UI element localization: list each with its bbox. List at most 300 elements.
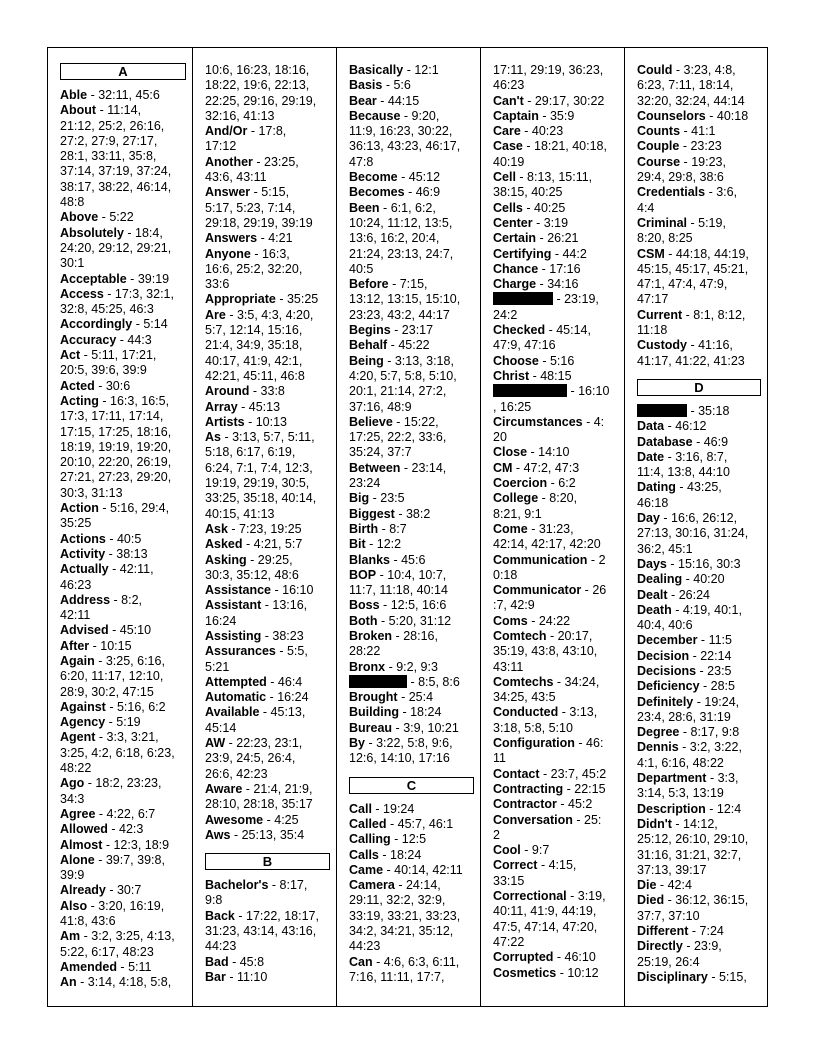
index-column-5 <box>625 48 767 1006</box>
page-line-refs: 5:6 <box>393 78 411 93</box>
index-entry: - 23:19, 24:2 <box>493 292 599 322</box>
page-line-refs: 15:22, 17:25, 22:2, 33:6, 35:24, 37:7 <box>349 414 447 460</box>
index-entry: Decisions - 23:5 <box>637 663 732 678</box>
index-term: Degree <box>637 725 680 740</box>
index-entry: Being - 3:13, 3:18, 4:20, 5:7, 5:8, 5:10, 20:1, 21:14, 27:2, 37:16, 48:9 <box>349 353 457 414</box>
index-entry: An - 3:14, 4:18, 5:8, <box>60 975 172 990</box>
index-term: Both <box>349 613 378 628</box>
index-term: Amended <box>60 959 117 974</box>
index-term: Accordingly <box>60 317 133 332</box>
index-term: Died <box>637 893 665 908</box>
index-entry: Communication - 2 0:18 <box>493 552 606 582</box>
index-term: Conversation <box>493 812 573 827</box>
index-term: Dealing <box>637 572 683 587</box>
index-entry: Correctional - 3:19, 40:11, 41:9, 44:19, 47:5, 47:14, 47:20, 47:22 <box>493 889 606 949</box>
page-line-refs: 44:2 <box>562 246 587 261</box>
index-term: Disciplinary <box>637 969 708 984</box>
index-term: Cool <box>493 843 521 858</box>
page-line-refs: 17:8, 17:12 <box>205 124 287 154</box>
index-term: Data <box>637 419 665 434</box>
index-entry: Become - 45:12 <box>349 170 441 185</box>
index-entry: Cell - 8:13, 15:11, 38:15, 40:25 <box>493 170 593 200</box>
page-line-refs: 12:3, 18:9 <box>113 837 170 852</box>
index-term: Aws <box>205 827 231 842</box>
page-line-refs: 5:14 <box>143 317 168 332</box>
page-line-refs: 21:4, 21:9, 28:10, 28:18, 35:17 <box>205 781 313 812</box>
page-line-refs: 48:15 <box>540 368 572 383</box>
page-line-refs: 45:7, 46:1 <box>397 816 454 831</box>
index-entry: Acting - 16:3, 16:5, 17:3, 17:11, 17:14, 17:15, 17:25, 18:16, 18:19, 19:19, 19:20, 20:10, 22:20, 26:19, 27:21, 27:23, 29:20, 30:3, 31:13 <box>60 393 172 500</box>
index-term: Day <box>637 511 660 526</box>
page-line-refs: 16:3, 16:6, 25:2, 32:20, 33:6 <box>205 246 303 292</box>
page-line-refs: 40:25 <box>534 200 566 215</box>
index-term: Communicator <box>493 583 582 598</box>
page-line-refs: 30:6 <box>105 378 131 393</box>
index-entry: Bear - 44:15 <box>349 93 420 108</box>
page-line-refs: 41:1 <box>691 124 716 139</box>
index-entry: Array - 45:13 <box>205 399 281 414</box>
page-line-refs: 2 0:18 <box>493 552 606 582</box>
index-entry: Accordingly - 5:14 <box>60 317 168 332</box>
page-line-refs: 44:15 <box>387 93 420 108</box>
index-entry: Access - 17:3, 32:1, 32:8, 45:25, 46:3 <box>60 286 174 317</box>
page-line-refs: 30:7 <box>116 883 142 898</box>
index-term: Custody <box>637 338 687 353</box>
index-term: Circumstances <box>493 414 583 429</box>
index-entry: Answers - 4:21 <box>205 231 293 246</box>
index-term: Contracting <box>493 781 564 796</box>
page-line-refs: 11:10 <box>236 969 268 984</box>
index-term: Counselors <box>637 108 706 123</box>
index-term: Could <box>637 63 673 77</box>
index-entry: Bureau - 3:9, 10:21 <box>349 720 459 735</box>
index-term: Didn't <box>637 816 672 831</box>
index-term: Configuration <box>493 736 575 751</box>
page-line-refs: 5:15, <box>718 969 747 984</box>
index-entry: Conversation - 25: 2 <box>493 812 602 842</box>
page-line-refs: 46:9 <box>703 434 729 449</box>
index-entry: Attempted - 46:4 <box>205 674 303 689</box>
index-entry: Actions - 40:5 <box>60 531 142 546</box>
page-line-refs: 45:13 <box>248 399 281 414</box>
index-entry: Didn't - 14:12, 25:12, 26:10, 29:10, 31:16, 31:21, 32:7, 37:13, 39:17 <box>637 816 749 877</box>
index-entry: Assistance - 16:10 <box>205 583 314 598</box>
index-entry: Current - 8:1, 8:12, 11:18 <box>637 307 746 338</box>
index-entry: Acted - 30:6 <box>60 378 131 393</box>
index-term: Array <box>205 399 238 414</box>
index-entry: Becomes - 46:9 <box>349 185 441 200</box>
index-entry: Awesome - 4:25 <box>205 812 299 827</box>
index-entry: Amended - 5:11 <box>60 959 152 974</box>
index-term: Can <box>349 954 373 969</box>
page-line-refs: 3:2, 3:22, 4:1, 6:16, 48:22 <box>637 740 742 770</box>
page-line-refs: 24:22 <box>538 613 571 628</box>
index-entry: Artists - 10:13 <box>205 414 287 429</box>
index-term: Credentials <box>637 185 706 200</box>
index-term: Call <box>349 801 372 816</box>
index-entry: Absolutely - 18:4, 24:20, 29:12, 29:21, 30:1 <box>60 225 172 271</box>
page-line-refs: 5:11 <box>128 959 152 974</box>
page-line-refs: 46:9 <box>415 185 441 200</box>
page-line-refs: 23:14, 23:24 <box>349 460 447 491</box>
index-entry: Agent - 3:3, 3:21, 3:25, 4:2, 6:18, 6:23, 48:22 <box>60 730 175 776</box>
index-term: Also <box>60 898 88 913</box>
index-term: Another <box>205 154 253 169</box>
index-entry: Communicator - 26 :7, 42:9 <box>493 583 607 613</box>
index-term: Bad <box>205 954 229 969</box>
page-line-refs: 4:22, 6:7 <box>106 806 156 821</box>
index-entry: Contractor - 45:2 <box>493 797 593 812</box>
page-line-refs: 43:25, 46:18 <box>637 480 722 510</box>
index-column-4 <box>481 48 625 1006</box>
index-term: Answer <box>205 185 251 200</box>
page-line-refs: 35:9 <box>549 108 575 123</box>
index-entry: Calling - 12:5 <box>349 832 427 847</box>
index-entry: Believe - 15:22, 17:25, 22:2, 33:6, 35:24, 37:7 <box>349 414 447 460</box>
index-term: Activity <box>60 546 106 561</box>
page-line-refs: 9:7 <box>531 843 550 858</box>
page-line-refs: 12:5, 16:6 <box>390 598 447 613</box>
page-line-refs: 23:5 <box>707 663 732 678</box>
page-line-refs: 4:15, 33:15 <box>493 858 577 888</box>
index-entry: Cool - 9:7 <box>493 843 550 858</box>
page-line-refs: 29:17, 30:22 <box>534 93 605 108</box>
index-term: Correct <box>493 858 538 873</box>
index-entry: Anyone - 16:3, 16:6, 25:2, 32:20, 33:6 <box>205 246 303 292</box>
page-line-refs: 4:21, 5:7 <box>253 537 303 552</box>
index-entry: Captain - 35:9 <box>493 108 575 123</box>
index-entry: Bad - 45:8 <box>205 954 265 969</box>
index-term: CM <box>493 460 513 475</box>
index-term: Attempted <box>205 674 267 689</box>
index-term: Decision <box>637 648 690 663</box>
index-term: Above <box>60 210 99 225</box>
page-line-refs: 45:10 <box>119 623 152 638</box>
index-term: Before <box>349 277 389 292</box>
index-entry: Bachelor's - 8:17, 9:8 <box>205 878 308 908</box>
index-term: Becomes <box>349 185 405 200</box>
index-term: Close <box>493 445 528 460</box>
index-entry: Definitely - 19:24, 23:4, 28:6, 31:19 <box>637 694 740 724</box>
index-term: Came <box>349 862 384 877</box>
index-entry: About - 11:14, 21:12, 25:2, 26:16, 27:2, 27:9, 27:17, 28:1, 33:11, 35:8, 37:14, 37:19, 37:24, 38:17, 38:22, 46:14, 48:8 <box>60 103 172 210</box>
index-entry: Can't - 29:17, 30:22 <box>493 93 605 108</box>
page-line-refs: 7:23, 19:25 <box>239 521 302 536</box>
index-entry: Accuracy - 44:3 <box>60 332 152 347</box>
index-entry: Assisting - 38:23 <box>205 628 304 643</box>
index-entry: Cosmetics - 10:12 <box>493 965 599 980</box>
index-entry: - 16:10 , 16:25 <box>493 384 610 414</box>
index-entry: Center - 3:19 <box>493 215 569 230</box>
page-line-refs: 3:6, 4:4 <box>637 185 738 215</box>
index-entry: December - 11:5 <box>637 633 732 648</box>
index-entry: Are - 3:5, 4:3, 4:20, 5:7, 12:14, 15:16, 21:4, 34:9, 35:18, 40:17, 41:9, 42:1, 42:21, 45:11, 46:8 <box>205 307 314 383</box>
page-line-refs: 26:24 <box>678 587 710 602</box>
page-line-refs: 3:19 <box>543 215 569 230</box>
index-entry: Christ - 48:15 <box>493 368 572 383</box>
index-entry: Again - 3:25, 6:16, 6:20, 11:17, 12:10, 28:9, 30:2, 47:15 <box>60 653 165 699</box>
index-term: Can't <box>493 93 524 108</box>
index-entry: Case - 18:21, 40:18, 40:19 <box>493 139 607 169</box>
index-entry: Couple - 23:23 <box>637 139 722 154</box>
index-entry: Building - 18:24 <box>349 705 442 720</box>
page-line-refs: 38:2 <box>405 506 431 521</box>
index-term: Directly <box>637 939 683 954</box>
index-term: Bronx <box>349 659 386 674</box>
index-entry: Charge - 34:16 <box>493 277 579 292</box>
page-line-refs: 28:5 <box>710 679 735 694</box>
index-term: About <box>60 103 97 118</box>
page-line-refs: 17:22, 18:17, 31:23, 43:14, 43:16, 44:23 <box>205 908 319 954</box>
index-term: Back <box>205 908 235 923</box>
index-term: Acting <box>60 393 99 408</box>
page-line-refs: 45:22 <box>398 338 430 353</box>
index-entry: Answer - 5:15, 5:17, 5:23, 7:14, 29:18, 29:19, 39:19 <box>205 185 313 230</box>
index-term: Correctional <box>493 889 567 904</box>
page-line-refs: 12:2 <box>376 537 402 552</box>
page-line-refs: 8:5, 8:6 <box>418 674 460 689</box>
index-entry: Above - 5:22 <box>60 210 134 225</box>
page-line-refs: 5:11, 17:21, 20:5, 39:6, 39:9 <box>60 348 157 378</box>
index-column-2 <box>193 48 337 1006</box>
index-entry: Before - 7:15, 13:12, 13:15, 15:10, 23:23, 43:2, 44:17 <box>349 277 461 322</box>
index-term: Agency <box>60 715 106 730</box>
index-term: Different <box>637 924 689 939</box>
index-term: Camera <box>349 878 395 893</box>
index-term: Dealt <box>637 587 668 602</box>
page-line-refs: 23:17 <box>401 323 434 338</box>
page-line-refs: 4:21 <box>268 231 293 246</box>
page-line-refs: 8:20, 8:21, 9:1 <box>493 491 578 521</box>
index-entry: Called - 45:7, 46:1 <box>349 816 454 831</box>
page-line-refs: 11:5 <box>708 633 732 648</box>
index-term: Care <box>493 124 521 139</box>
page-line-refs: 44:18, 44:19, 45:15, 45:17, 45:21, 47:1, 47:4, 47:9, 47:17 <box>637 246 749 307</box>
index-entry: Begins - 23:17 <box>349 323 434 338</box>
page-line-refs: 10:12 <box>567 965 599 980</box>
page-line-refs: 5:19, 8:20, 8:25 <box>637 215 726 246</box>
index-term: December <box>637 633 698 648</box>
page-line-refs: 10:15 <box>100 638 132 653</box>
index-entry: After - 10:15 <box>60 638 132 653</box>
index-term: Communication <box>493 552 588 567</box>
index-entry: Close - 14:10 <box>493 445 570 460</box>
index-term: Address <box>60 592 111 607</box>
index-term: After <box>60 638 90 653</box>
index-entry: Counts - 41:1 <box>637 124 716 139</box>
index-entry: Am - 3:2, 3:25, 4:13, 5:22, 6:17, 48:23 <box>60 929 175 959</box>
index-term: Awesome <box>205 812 264 827</box>
index-term: Captain <box>493 108 539 123</box>
index-entry: Basis - 5:6 <box>349 78 411 93</box>
index-entry: Directly - 23:9, 25:19, 26:4 <box>637 939 722 969</box>
page-line-refs: 16:3, 16:5, 17:3, 17:11, 17:14, 17:15, 17:25, 18:16, 18:19, 19:19, 19:20, 20:10, 22:20, 26:19, 27:21, 27:23, 29:20, 30:3, 31:13 <box>60 393 172 500</box>
index-term: Appropriate <box>205 292 276 307</box>
index-entry: Care - 40:23 <box>493 124 564 139</box>
index-entry: Died - 36:12, 36:15, 37:7, 37:10 <box>637 893 749 923</box>
index-entry: Date - 3:16, 8:7, 11:4, 13:8, 44:10 <box>637 449 730 480</box>
index-term: Actions <box>60 531 106 546</box>
index-term: Building <box>349 705 399 720</box>
page-line-refs: 36:12, 36:15, 37:7, 37:10 <box>637 893 749 923</box>
index-term: Actually <box>60 562 109 577</box>
index-term: Bear <box>349 93 377 108</box>
page-line-refs: 10:13 <box>255 414 287 429</box>
page-line-refs: 24:14, 29:11, 32:2, 32:9, 33:19, 33:21, 33:23, 34:2, 34:21, 35:12, 44:23 <box>349 878 461 954</box>
index-term: Anyone <box>205 246 251 261</box>
page-line-refs: 17:3, 32:1, 32:8, 45:25, 46:3 <box>60 286 174 317</box>
index-column-3 <box>337 48 481 1006</box>
page-line-refs: 5:15, 5:17, 5:23, 7:14, 29:18, 29:19, 39:19 <box>205 185 313 230</box>
index-entry: Behalf - 45:22 <box>349 338 430 353</box>
index-entry: Been - 6:1, 6:2, 10:24, 11:12, 13:5, 13:6, 16:2, 20:4, 21:24, 23:13, 24:7, 40:5 <box>349 200 454 276</box>
index-term: Biggest <box>349 506 395 521</box>
index-term: Answers <box>205 231 258 246</box>
page-line-refs: 3:25, 6:16, 6:20, 11:17, 12:10, 28:9, 30:2, 47:15 <box>60 653 165 699</box>
index-term: As <box>205 430 221 445</box>
index-entry: Ago - 18:2, 23:23, 34:3 <box>60 776 162 806</box>
page-line-refs: 23:7, 45:2 <box>550 766 607 781</box>
page-line-refs: 45:2 <box>568 797 593 812</box>
index-entry: Different - 7:24 <box>637 924 724 939</box>
index-term: Contact <box>493 766 540 781</box>
index-entry: Against - 5:16, 6:2 <box>60 699 166 714</box>
page-line-refs: 3:13, 3:18, 4:20, 5:7, 5:8, 5:10, 20:1, 21:14, 27:2, 37:16, 48:9 <box>349 353 457 414</box>
index-entry: Death - 4:19, 40:1, 40:4, 40:6 <box>637 602 742 633</box>
index-term: Called <box>349 816 387 831</box>
index-term: CSM <box>637 246 665 261</box>
index-entry: Custody - 41:16, 41:17, 41:22, 41:23 <box>637 338 745 368</box>
index-entry: Correct - 4:15, 33:15 <box>493 858 577 888</box>
page-line-refs: 8:17, 9:8 <box>205 878 308 908</box>
page-line-refs: 6:2 <box>558 476 576 491</box>
page-line-refs: 42:11, 46:23 <box>60 562 154 592</box>
index-entry: Birth - 8:7 <box>349 521 407 536</box>
index-entry: Agency - 5:19 <box>60 715 141 730</box>
page-line-refs: 34:16 <box>547 277 579 292</box>
page-line-refs: 10:6, 16:23, 18:16, 18:22, 19:6, 22:13, 22:25, 29:16, 29:19, 32:16, 41:13 <box>205 63 317 123</box>
index-term: Choose <box>493 353 539 368</box>
index-entry: Because - 9:20, 11:9, 16:23, 30:22, 36:13, 43:23, 46:17, 47:8 <box>349 108 461 169</box>
index-entry: Checked - 45:14, 47:9, 47:16 <box>493 323 591 353</box>
index-term: Again <box>60 653 95 668</box>
index-entry: Coms - 24:22 <box>493 613 571 628</box>
index-term: Access <box>60 286 104 301</box>
index-entry: Aware - 21:4, 21:9, 28:10, 28:18, 35:17 <box>205 781 313 812</box>
index-entry: Address - 8:2, 42:11 <box>60 592 142 623</box>
index-term: Advised <box>60 623 109 638</box>
index-entry: Dealing - 40:20 <box>637 572 725 587</box>
page-line-refs: 3:3, 3:14, 5:3, 13:19 <box>637 771 739 801</box>
index-term: Act <box>60 348 81 363</box>
index-entry: Contracting - 22:15 <box>493 781 606 796</box>
index-term: Ask <box>205 521 228 536</box>
page-line-refs: 7:15, 13:12, 13:15, 15:10, 23:23, 43:2, 44:17 <box>349 277 461 322</box>
index-entry: Big - 23:5 <box>349 491 405 506</box>
page-line-refs: 42:3 <box>119 822 144 837</box>
index-term: Bureau <box>349 720 393 735</box>
index-term: Comtechs <box>493 674 554 689</box>
index-term: Bit <box>349 537 366 552</box>
index-entry: By - 3:22, 5:8, 9:6, 12:6, 14:10, 17:16 <box>349 736 453 766</box>
page-line-refs: 17:11, 29:19, 36:23, 46:23 <box>493 63 604 93</box>
index-entry: Certifying - 44:2 <box>493 246 587 261</box>
page-line-refs: 5:16 <box>549 353 575 368</box>
page-line-refs: 32:11, 45:6 <box>98 88 160 102</box>
index-entry: Alone - 39:7, 39:8, 39:9 <box>60 852 165 883</box>
page-line-refs: 3:16, 8:7, 11:4, 13:8, 44:10 <box>637 449 730 480</box>
index-term: Date <box>637 449 665 464</box>
index-term: Contractor <box>493 797 557 812</box>
index-entry: Dating - 43:25, 46:18 <box>637 480 722 510</box>
index-term: Agent <box>60 730 96 745</box>
index-term: Because <box>349 108 401 123</box>
index-entry: Camera - 24:14, 29:11, 32:2, 32:9, 33:19, 33:21, 33:23, 34:2, 34:21, 35:12, 44:23 <box>349 878 461 954</box>
index-entry: Allowed - 42:3 <box>60 822 144 837</box>
page-line-refs: 14:10 <box>538 445 570 460</box>
redaction-bar <box>637 404 687 417</box>
index-term: Case <box>493 139 523 154</box>
page-line-refs: 23:25, 43:6, 43:11 <box>205 154 299 185</box>
index-term: Comtech <box>493 628 547 643</box>
index-entry: Call - 19:24 <box>349 801 415 816</box>
page-line-refs: 40:14, 42:11 <box>394 862 463 877</box>
page-line-refs: 22:23, 23:1, 23:9, 24:5, 26:4, 26:6, 42:23 <box>205 736 303 781</box>
index-term: Cell <box>493 170 516 185</box>
index-entry: Bit - 12:2 <box>349 537 402 552</box>
index-entry: Description - 12:4 <box>637 801 742 816</box>
index-term: Description <box>637 801 706 816</box>
page-line-refs: 6:1, 6:2, 10:24, 11:12, 13:5, 13:6, 16:2, 20:4, 21:24, 23:13, 24:7, 40:5 <box>349 200 454 276</box>
index-entry: Can - 4:6, 6:3, 6:11, 7:16, 11:11, 17:7, <box>349 954 460 984</box>
page-line-refs: 19:24, 23:4, 28:6, 31:19 <box>637 694 740 724</box>
page-line-refs: 7:24 <box>699 924 724 939</box>
page-line-refs: 3:5, 4:3, 4:20, 5:7, 12:14, 15:16, 21:4, 34:9, 35:18, 40:17, 41:9, 42:1, 42:21, 45:11, 46:8 <box>205 307 314 383</box>
index-entry: Cells - 40:25 <box>493 200 566 215</box>
page-line-refs: 18:24 <box>390 847 422 862</box>
page-line-refs: 45:8 <box>239 954 265 969</box>
page-line-refs: 8:7 <box>389 521 407 536</box>
index-term: Assurances <box>205 644 276 659</box>
page-line-refs: 45:13, 45:14 <box>205 705 306 735</box>
index-column-1 <box>48 48 193 1006</box>
page-line-refs: 31:23, 42:14, 42:17, 42:20 <box>493 521 601 552</box>
section-letter-a: A <box>60 63 186 80</box>
index-entry: Acceptable - 39:19 <box>60 271 170 286</box>
index-term: Already <box>60 883 106 898</box>
index-entry: Dennis - 3:2, 3:22, 4:1, 6:16, 48:22 <box>637 740 742 770</box>
index-entry: Brought - 25:4 <box>349 690 434 705</box>
index-term: Acceptable <box>60 271 127 286</box>
index-entry: Days - 15:16, 30:3 <box>637 556 741 571</box>
index-term: BOP <box>349 567 377 582</box>
index-entry: Circumstances - 4: 20 <box>493 414 605 445</box>
index-term: Chance <box>493 261 539 276</box>
page-line-refs: 20:17, 35:19, 43:8, 43:10, 43:11 <box>493 628 598 674</box>
index-entry: Able - 32:11, 45:6 <box>60 88 160 102</box>
index-entry: Department - 3:3, 3:14, 5:3, 13:19 <box>637 771 739 801</box>
index-term: Artists <box>205 414 245 429</box>
index-entry: Asking - 29:25, 30:3, 35:12, 48:6 <box>205 552 299 582</box>
index-term: Begins <box>349 323 391 338</box>
page-line-refs: 23:9, 25:19, 26:4 <box>637 939 722 969</box>
index-term: Bar <box>205 969 226 984</box>
page-line-refs: 16:10 <box>282 583 314 598</box>
index-entry: Chance - 17:16 <box>493 261 581 276</box>
page-line-refs: 3:22, 5:8, 9:6, 12:6, 14:10, 17:16 <box>349 736 453 766</box>
page-line-refs: 29:25, 30:3, 35:12, 48:6 <box>205 552 299 582</box>
page-line-refs: 18:2, 23:23, 34:3 <box>60 776 162 806</box>
